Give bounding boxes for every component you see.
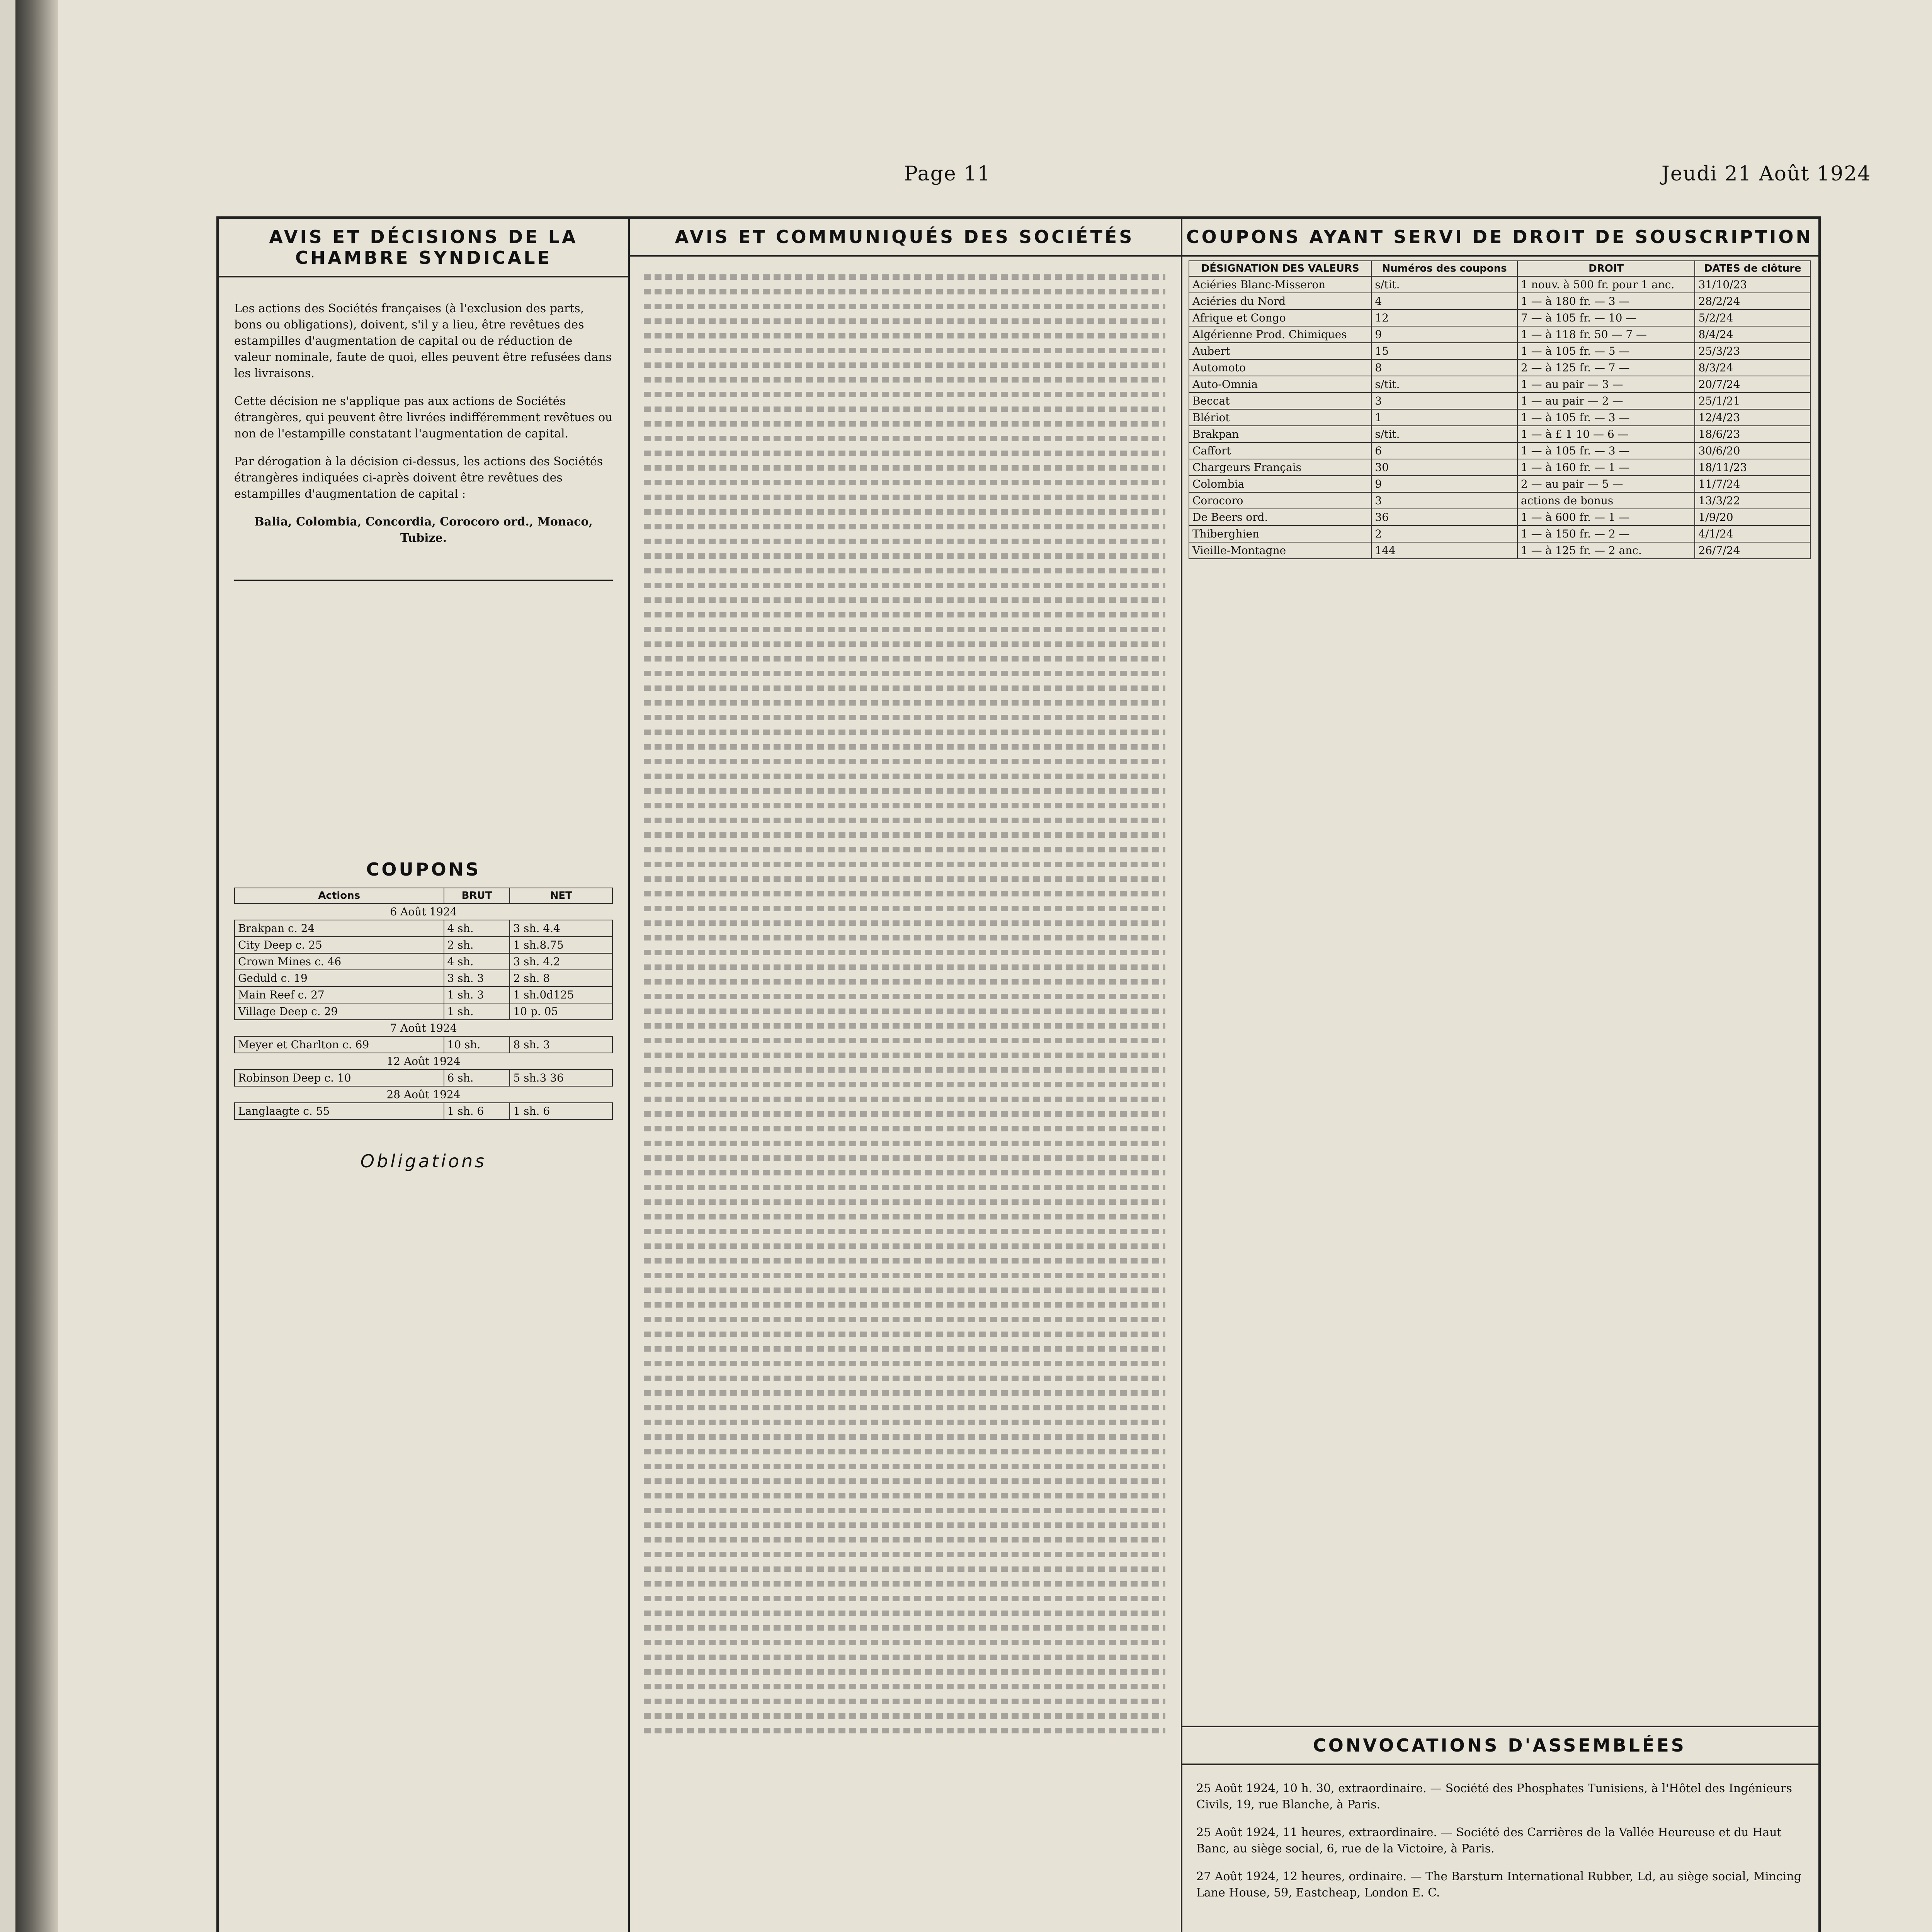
table-row: Geduld c. 19 3 sh. 3 2 sh. 8	[235, 970, 612, 986]
coupons-date: 6 Août 1924	[390, 905, 457, 918]
avis-paragraph: Balia, Colombia, Concordia, Corocoro ord., Monaco, Tubize.	[254, 515, 593, 545]
section-title-coupons-souscription: COUPONS AYANT SERVI DE DROIT DE SOUSCRIPTION	[1181, 219, 1818, 257]
table-row: City Deep c. 25 2 sh. 1 sh.8.75	[235, 937, 612, 953]
table-row: Colombia 9 2 — au pair — 5 — 11/7/24	[1189, 476, 1810, 492]
communiques-text-placeholder	[644, 265, 1165, 1743]
table-row: De Beers ord. 36 1 — à 600 fr. — 1 — 1/9/20	[1189, 509, 1810, 526]
section-title-avis-communiques: AVIS ET COMMUNIQUÉS DES SOCIÉTÉS	[628, 219, 1181, 257]
table-row: Brakpan s/tit. 1 — à £ 1 10 — 6 — 18/6/23	[1189, 426, 1810, 442]
coupons-header: BRUT	[444, 888, 510, 903]
newspaper-page	[15, 0, 1932, 1932]
coupons-date: 7 Août 1924	[390, 1022, 457, 1034]
table-row: Corocoro 3 actions de bonus 13/3/22	[1189, 492, 1810, 509]
table-row: Caffort 6 1 — à 105 fr. — 3 — 30/6/20	[1189, 442, 1810, 459]
section-title-avis-decisions: AVIS ET DÉCISIONS DE LA CHAMBRE SYNDICALE	[219, 219, 628, 277]
table-row: Aciéries Blanc-Misseron s/tit. 1 nouv. à 500 fr. pour 1 anc. 31/10/23	[1189, 276, 1810, 293]
convocation-item: 25 Août 1924, 10 h. 30, extraordinaire. — Société des Phosphates Tunisiens, à l'Hôtel des Ingénieurs Civils, 19, rue Blanche, à Paris.	[1196, 1782, 1792, 1811]
table-row: Aciéries du Nord 4 1 — à 180 fr. — 3 — 28/2/24	[1189, 293, 1810, 310]
table-row: Aubert 15 1 — à 105 fr. — 5 — 25/3/23	[1189, 343, 1810, 359]
table-row: Main Reef c. 27 1 sh. 3 1 sh.0d125	[235, 986, 612, 1003]
table-row: Auto-Omnia s/tit. 1 — au pair — 3 — 20/7/24	[1189, 376, 1810, 393]
section-title-coupons: COUPONS	[366, 859, 481, 880]
table-row: Blériot 1 1 — à 105 fr. — 3 — 12/4/23	[1189, 409, 1810, 426]
table-row: Chargeurs Français 30 1 — à 160 fr. — 1 — 18/11/23	[1189, 459, 1810, 476]
coupons-souscription-table	[1189, 260, 1811, 559]
convocation-item: 25 Août 1924, 11 heures, extraordinaire. — Société des Carrières de la Vallée Heureuse et du Haut Banc, au siège social, 6, rue de la Victoire, à Paris.	[1196, 1826, 1782, 1855]
table-row: Beccat 3 1 — au pair — 2 — 25/1/21	[1189, 393, 1810, 409]
main-frame	[216, 216, 1821, 1932]
col-header: DATES de clôture	[1695, 261, 1810, 276]
table-row: Afrique et Congo 12 7 — à 105 fr. — 10 — 5/2/24	[1189, 310, 1810, 326]
page-number: Page 11	[904, 162, 991, 185]
table-row: Crown Mines c. 46 4 sh. 3 sh. 4.2	[235, 953, 612, 970]
page-date: Jeudi 21 Août 1924	[1662, 162, 1871, 185]
table-row: Robinson Deep c. 10 6 sh. 5 sh.3 36	[235, 1070, 612, 1086]
col-header: DÉSIGNATION DES VALEURS	[1189, 261, 1371, 276]
avis-paragraph: Par dérogation à la décision ci-dessus, les actions des Sociétés étrangères indiquées ci-après doivent être revêtues des estampilles d'augmentation de capital :	[234, 455, 603, 501]
coupons-table	[234, 888, 613, 1120]
column-avis-communiques	[628, 219, 1182, 1932]
avis-paragraph: Cette décision ne s'applique pas aux actions de Sociétés étrangères, qui peuvent être livrées indifféremment revêtues ou non de l'estampille constatant l'augmentation de capital.	[234, 395, 613, 440]
column-avis-decisions	[219, 219, 630, 1932]
col-header: Numéros des coupons	[1371, 261, 1517, 276]
col-header: DROIT	[1517, 261, 1695, 276]
section-title-convocations: CONVOCATIONS D'ASSEMBLÉES	[1181, 1726, 1818, 1765]
section-title-obligations: Obligations	[360, 1151, 487, 1172]
coupons-header: NET	[510, 888, 612, 903]
binding-gutter	[15, 0, 58, 1932]
table-row: Vieille-Montagne 144 1 — à 125 fr. — 2 anc. 26/7/24	[1189, 542, 1810, 559]
divider	[234, 580, 613, 581]
table-row: Meyer et Charlton c. 69 10 sh. 8 sh. 3	[235, 1036, 612, 1053]
table-row: Automoto 8 2 — à 125 fr. — 7 — 8/3/24	[1189, 359, 1810, 376]
avis-paragraph: Les actions des Sociétés françaises (à l'exclusion des parts, bons ou obligations), doivent, s'il y a lieu, être revêtues des estampilles d'augmentation de capital ou de réduction de valeur nominale, faute de quoi, elles peuvent être refusées dans les livraisons.	[234, 302, 612, 380]
table-row: Algérienne Prod. Chimiques 9 1 — à 118 fr. 50 — 7 — 8/4/24	[1189, 326, 1810, 343]
table-row: Village Deep c. 29 1 sh. 10 p. 05	[235, 1003, 612, 1020]
coupons-date: 12 Août 1924	[386, 1055, 461, 1068]
coupons-header: Actions	[235, 888, 444, 903]
convocation-item: 27 Août 1924, 12 heures, ordinaire. — The Barsturn International Rubber, Ld, au siège social, Mincing Lane House, 59, Eastcheap, London E. C.	[1196, 1870, 1801, 1900]
table-row: Brakpan c. 24 4 sh. 3 sh. 4.4	[235, 920, 612, 937]
table-row: Langlaagte c. 55 1 sh. 6 1 sh. 6	[235, 1103, 612, 1119]
coupons-date: 28 Août 1924	[386, 1088, 461, 1101]
column-coupons-souscription	[1181, 219, 1818, 1932]
table-row: Thiberghien 2 1 — à 150 fr. — 2 — 4/1/24	[1189, 526, 1810, 542]
